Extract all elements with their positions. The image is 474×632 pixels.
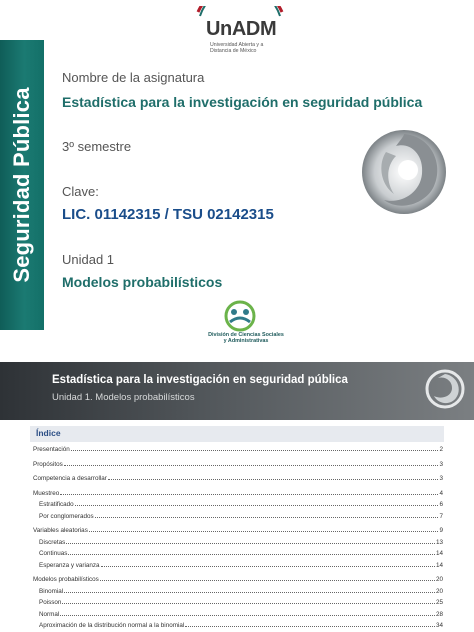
toc-entry-page: 9 [439,527,443,534]
toc-entry-title: Modelos probabilísticos [33,576,99,583]
side-title: Seguridad Pública [9,87,34,283]
toc-entry-title: Estratificado [39,501,74,508]
toc-entry-page: 25 [435,599,443,606]
banner-swirl-icon [424,368,466,410]
toc-leader-dots [62,603,435,604]
unadm-logo [190,6,290,66]
toc-entry[interactable] [39,513,443,522]
toc-entry-page: 14 [435,550,443,557]
header-banner [0,362,474,420]
banner-subtitle: Unidad 1. Modelos probabilísticos [52,392,195,403]
toc-leader-dots [108,479,439,480]
toc-entry-page: 34 [435,622,443,629]
subject-value: Estadística para la investigación en seguridad pública [62,94,423,110]
toc-leader-dots [64,592,435,593]
toc-entry-title: Binomial [39,587,64,595]
toc-entry[interactable] [39,539,443,548]
toc-entry[interactable] [33,576,443,585]
unit-value: Modelos probabilísticos [62,274,223,290]
toc-entry-page: 3 [439,460,443,468]
swirl-emblem-icon [356,124,452,220]
logo-brand: UnADM [206,18,277,40]
clave-label: Clave: [62,184,99,199]
toc-entry-page: 20 [435,576,443,583]
toc-entry[interactable] [39,562,443,571]
toc-leader-dots [185,626,435,627]
toc-entry[interactable] [39,599,443,608]
toc-entry-page: 2 [439,446,443,453]
toc-leader-dots [60,615,435,616]
toc-entry-title: Por conglomerados [39,512,94,520]
toc-entry[interactable] [33,475,443,484]
toc-entry[interactable] [33,490,443,499]
toc-leader-dots [95,517,439,518]
toc-entry-title: Variables aleatorias [33,527,88,534]
toc-leader-dots [71,450,439,451]
toc-entry[interactable] [33,461,443,470]
banner-title: Estadística para la investigación en seguridad pública [52,374,348,386]
toc-entry[interactable] [39,550,443,559]
toc-entry-title: Muestreo [33,489,60,497]
toc-leader-dots [89,531,439,532]
semester: 3º semestre [62,139,132,154]
toc-entry[interactable] [33,446,443,455]
toc-entry-title: Esperanza y varianza [39,561,100,569]
toc-entry[interactable] [33,527,443,536]
toc-leader-dots [68,554,435,555]
toc-entry-page: 3 [439,475,443,482]
division-emblem-icon [190,300,290,332]
toc-leader-dots [66,543,435,544]
toc-entry-title: Discretas [39,538,66,546]
toc-leader-dots [101,566,435,567]
toc-entry-page: 7 [439,512,443,520]
toc-entry-title: Aproximación de la distribución normal a la binomial [39,622,185,629]
toc-entry-title: Poisson [39,599,62,606]
toc-entry-page: 13 [435,538,443,546]
index-heading [30,426,444,442]
division-name: División de Ciencias Sociales y Administrativas [208,332,284,345]
toc-leader-dots [60,494,438,495]
clave-value: LIC. 01142315 / TSU 02142315 [62,206,274,223]
subject-label: Nombre de la asignatura [62,70,205,85]
division-logo [190,300,290,350]
toc-entry-page: 6 [439,501,443,508]
toc-entry[interactable] [39,622,443,631]
logo-subtitle: Universidad Abierta y a Distancia de México [210,42,264,54]
toc-leader-dots [64,465,439,466]
toc-entry[interactable] [39,501,443,510]
toc-entry-title: Normal [39,610,60,618]
toc-entry-page: 14 [435,561,443,569]
toc-entry-title: Continuas [39,550,68,557]
toc-leader-dots [100,580,435,581]
toc-entry[interactable] [39,588,443,597]
toc-entry-title: Presentación [33,446,70,453]
toc-leader-dots [75,505,439,506]
toc-entry-page: 28 [435,610,443,618]
toc-entry-page: 4 [439,489,443,497]
toc-entry-page: 20 [435,587,443,595]
toc-entry-title: Propósitos [33,460,63,468]
toc-entry-title: Competencia a desarrollar [33,475,107,482]
index-heading-text: Índice [36,428,61,438]
unit-label: Unidad 1 [62,252,115,267]
side-band [0,40,44,330]
toc-entry[interactable] [39,611,443,620]
